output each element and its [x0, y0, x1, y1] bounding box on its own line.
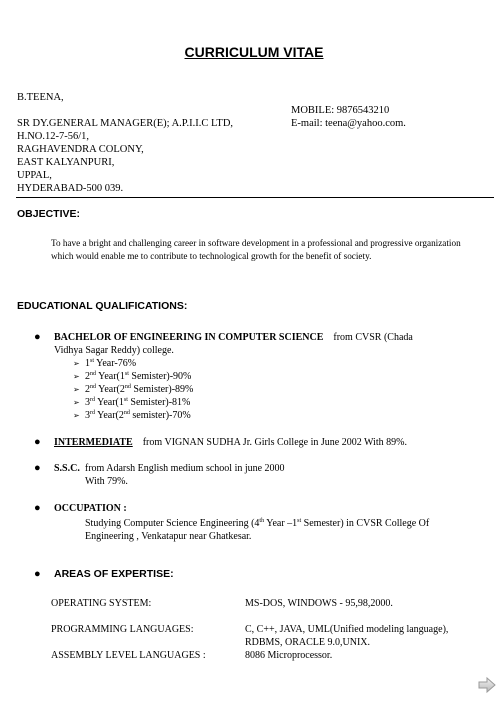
occupation-line1: Studying Computer Science Engineering (4th Year –1st Semester) in CVSR College Of [85, 518, 430, 529]
section-divider [16, 197, 494, 198]
address-line: UPPAL, [17, 170, 52, 181]
occupation-line2: Engineering , Venkatapur near Ghatkesar. [85, 531, 252, 542]
arrow-icon: ➢ [73, 372, 80, 381]
pl-value-line2: RDBMS, ORACLE 9.0,UNIX. [245, 637, 371, 648]
os-label: OPERATING SYSTEM: [51, 598, 152, 609]
be-degree: BACHELOR OF ENGINEERING IN COMPUTER SCIENCE [54, 332, 324, 343]
intermediate-label: INTERMEDIATE [54, 437, 133, 448]
address-block [17, 91, 233, 195]
bullet-icon: ● [34, 502, 41, 514]
asm-value: 8086 Microprocessor. [245, 650, 333, 661]
address-line: SR DY.GENERAL MANAGER(E); A.P.I.I.C LTD, [17, 118, 234, 129]
year-item: ➢ 2nd Year(1st Semister)-90% [73, 371, 192, 382]
ssc-entry [54, 462, 285, 475]
arrow-icon: ➢ [73, 385, 80, 394]
year-item: ➢ 3rd Year(1st Semister)-81% [73, 397, 191, 408]
year-item: ➢ 2nd Year(2nd Semister)-89% [73, 384, 194, 395]
pl-label: PROGRAMMING LANGUAGES: [51, 624, 194, 635]
address-line [17, 104, 233, 117]
arrow-right-icon[interactable] [478, 676, 496, 694]
year-item: ➢ 1st Year-76% [73, 358, 137, 369]
ssc-text-line2: With 79%. [85, 476, 128, 487]
be-entry [54, 331, 413, 344]
contact-block [291, 104, 406, 130]
bullet-icon: ● [34, 436, 41, 448]
ssc-text: from Adarsh English medium school in june 2000 [84, 463, 285, 474]
address-line: RAGHAVENDRA COLONY, [17, 144, 144, 155]
pl-value: C, C++, JAVA, UML(Unified modeling language), [245, 624, 449, 635]
objective-heading: OBJECTIVE: [17, 208, 81, 220]
objective-text: To have a bright and challenging career in software development in a professional and progressive organization which would enable me to contribute to technological growth for the benefit of society. [51, 238, 461, 261]
year-item: ➢ 3rd Year(2nd semister)-70% [73, 410, 191, 421]
arrow-icon: ➢ [73, 411, 80, 420]
address-line: EAST KALYANPURI, [17, 157, 115, 168]
intermediate-entry [54, 436, 407, 449]
address-line: HYDERABAD-500 039. [17, 183, 124, 194]
email-address: E-mail: teena@yahoo.com. [291, 118, 406, 129]
expertise-heading: AREAS OF EXPERTISE: [54, 568, 174, 580]
ssc-label: S.S.C. [54, 463, 80, 474]
intermediate-text: from VIGNAN SUDHA Jr. Girls College in June 2002 With 89%. [142, 437, 407, 448]
asm-label: ASSEMBLY LEVEL LANGUAGES : [51, 650, 206, 661]
bullet-icon: ● [34, 568, 41, 580]
be-college-line2: Vidhya Sagar Reddy) college. [54, 345, 174, 356]
education-heading: EDUCATIONAL QUALIFICATIONS: [17, 300, 188, 312]
arrow-icon: ➢ [73, 398, 80, 407]
be-college: from CVSR (Chada [333, 332, 413, 343]
bullet-icon: ● [34, 331, 41, 343]
arrow-icon: ➢ [73, 359, 80, 368]
address-line: B.TEENA, [17, 92, 64, 103]
os-value: MS-DOS, WINDOWS - 95,98,2000. [245, 598, 393, 609]
document-title: CURRICULUM VITAE [184, 44, 324, 60]
address-line: H.NO.12-7-56/1, [17, 131, 90, 142]
bullet-icon: ● [34, 462, 41, 474]
mobile-number: MOBILE: 9876543210 [291, 105, 390, 116]
occupation-label: OCCUPATION : [54, 503, 127, 514]
